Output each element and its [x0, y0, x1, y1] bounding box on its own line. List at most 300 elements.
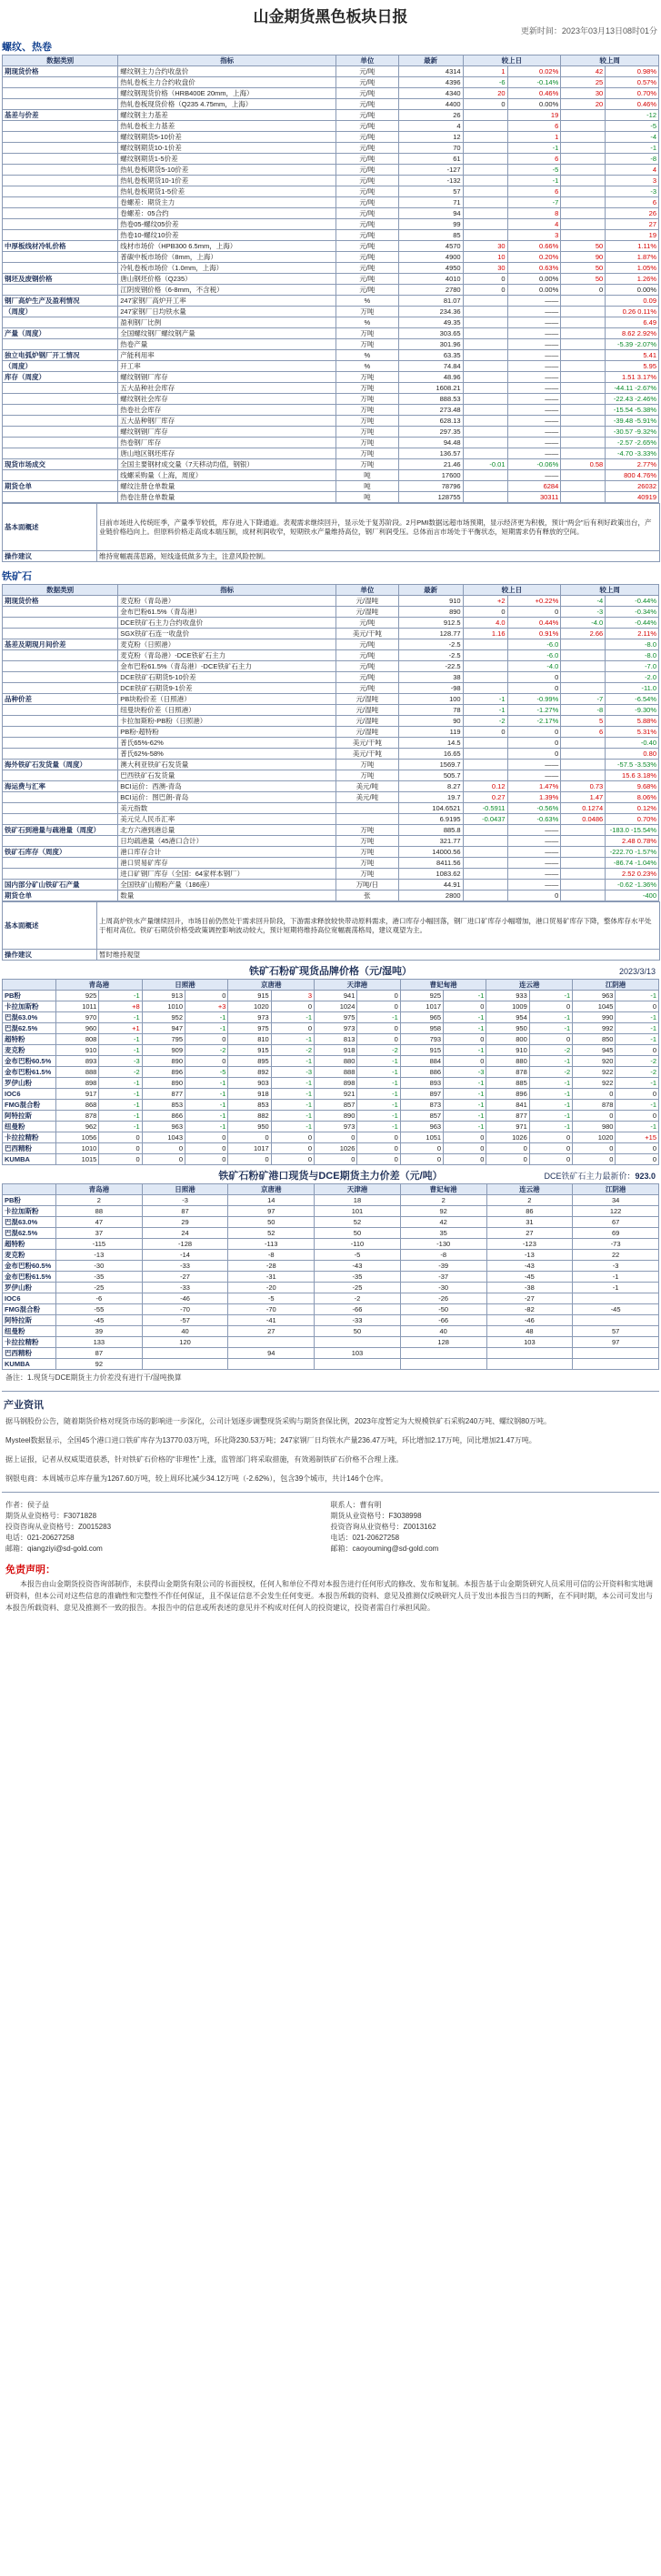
steel-row	[3, 328, 659, 339]
dce-cell: -115	[56, 1239, 143, 1250]
dce-header-row	[3, 1184, 659, 1195]
ore-cell: 海运费与汇率	[3, 781, 118, 792]
dce-cell: -20	[228, 1283, 315, 1293]
industry-paragraph: 据上证报，记者从权威渠道获悉，针对铁矿石价格的“非理性”上涨，监管部门将采取措施，有效遏制铁矿石价格不合理上涨。	[5, 1455, 404, 1464]
brand-cell: 0	[444, 1143, 486, 1154]
brand-cell: -1	[99, 991, 142, 1001]
brand-cell: 1017	[228, 1143, 271, 1154]
steel-cell	[463, 350, 507, 361]
dce-cell: 18	[315, 1195, 401, 1206]
ore-cell: ——	[507, 825, 561, 836]
steel-cell: 3	[606, 176, 659, 186]
dce-cell: 37	[56, 1228, 143, 1239]
brand-cell: 890	[142, 1078, 185, 1089]
steel-row	[3, 438, 659, 448]
ore-cell: 0	[507, 683, 561, 694]
brand-cell: -1	[444, 1100, 486, 1111]
brand-cell: 1010	[142, 1001, 185, 1012]
ore-cell: -2.5	[398, 639, 463, 650]
steel-cell: 元/吨	[336, 176, 399, 186]
dce-cell: -70	[142, 1304, 228, 1315]
brand-cell: 877	[486, 1111, 529, 1122]
ore-notes	[2, 901, 660, 961]
dce-cell: 87	[56, 1348, 143, 1359]
dce-cell: -43	[486, 1261, 573, 1272]
steel-cell: 1	[463, 66, 507, 77]
brand-cell: -2	[616, 1067, 659, 1078]
divider	[2, 1492, 659, 1493]
steel-cell: 71	[398, 197, 463, 208]
steel-cell: 期货仓单	[3, 481, 118, 492]
ore-cell: 万吨	[336, 847, 399, 858]
brand-cell: 963	[400, 1122, 443, 1132]
ore-cell	[3, 661, 118, 672]
steel-cell: 0.02%	[507, 66, 561, 77]
ore-col-header: 数据类别	[3, 585, 118, 596]
ore-cell: ——	[507, 836, 561, 847]
ore-cell	[3, 836, 118, 847]
steel-cell	[463, 394, 507, 405]
dce-cell: 金布巴粉60.5%	[3, 1261, 56, 1272]
dce-cell: 128	[400, 1337, 486, 1348]
steel-row	[3, 77, 659, 88]
steel-cell: 0	[463, 285, 507, 296]
brand-cell: 金布巴粉60.5%	[3, 1056, 56, 1067]
brand-cell: 0	[315, 1154, 357, 1165]
brand-cell: -1	[271, 1089, 314, 1100]
brand-cell: 895	[228, 1056, 271, 1067]
brand-cell: 841	[486, 1100, 529, 1111]
ore-cell	[463, 825, 507, 836]
ore-cell: -4	[561, 596, 606, 607]
steel-cell	[3, 176, 118, 186]
steel-cell: ——	[507, 361, 561, 372]
steel-cell: -1	[606, 143, 659, 154]
steel-cell	[463, 317, 507, 328]
brand-cell: 973	[315, 1023, 357, 1034]
brand-cell: 857	[315, 1100, 357, 1111]
dce-port-header: 天津港	[315, 1184, 401, 1195]
brand-row	[3, 1001, 659, 1012]
ore-cell: 2.11%	[606, 629, 659, 639]
ore-cell: 澳大利亚铁矿石发货量	[118, 760, 336, 770]
ore-col-header: 较上周	[561, 585, 659, 596]
steel-cell: 8.62 2.92%	[606, 328, 659, 339]
ore-cell: 万吨	[336, 825, 399, 836]
dce-port-header: 江阴港	[573, 1184, 659, 1195]
steel-cell: 元/吨	[336, 77, 399, 88]
steel-row	[3, 219, 659, 230]
steel-row	[3, 99, 659, 110]
ore-cell: 国内部分矿山铁矿石产量	[3, 880, 118, 891]
ore-cell: 0.91%	[507, 629, 561, 639]
dce-cell: 47	[56, 1217, 143, 1228]
ore-cell: 万吨	[336, 770, 399, 781]
steel-basic-text: 目前市场进入传统旺季，产量季节较低，库存进入下降通道。表观需求继续回升，显示处于复苏阶段。2月PMI数据远超市场预期，显示经济更为积极，预计“两会”后有利好政策出台，产业链价格趋向上。但原料价格走高成本端压制，成材利润收窄，短期铁水产量维持高位，钢厂利润受压。总体而言市场处于平衡状态，短期需求仍有释放的空间。	[97, 504, 660, 551]
ore-cell	[561, 650, 606, 661]
ore-cell: +2	[463, 596, 507, 607]
brand-cell: 纽曼粉	[3, 1122, 56, 1132]
brand-cell: 896	[486, 1089, 529, 1100]
dce-cell: -25	[56, 1283, 143, 1293]
ore-cell: 美元/干吨	[336, 749, 399, 760]
ore-cell: 0	[507, 749, 561, 760]
steel-cell: 基差与价差	[3, 110, 118, 121]
dce-cell: -33	[142, 1261, 228, 1272]
ore-cell: 1.47	[561, 792, 606, 803]
brand-port-header: 连云港	[486, 980, 573, 991]
ore-cell: 元/吨	[336, 618, 399, 629]
brand-cell: 933	[486, 991, 529, 1001]
steel-cell	[463, 405, 507, 416]
ore-cell	[463, 880, 507, 891]
steel-row	[3, 263, 659, 274]
ore-cell	[3, 814, 118, 825]
brand-cell: 0	[357, 1023, 400, 1034]
brand-cell: 0	[185, 1154, 228, 1165]
brand-cell: -2	[185, 1045, 228, 1056]
brand-cell: -1	[185, 1023, 228, 1034]
ore-cell: 5	[561, 716, 606, 727]
ore-cell: 910	[398, 596, 463, 607]
steel-cell: 螺纹钢期货10-1价差	[118, 143, 336, 154]
steel-cell: 12	[398, 132, 463, 143]
steel-cell: 26	[398, 110, 463, 121]
brand-row	[3, 1100, 659, 1111]
steel-cell: 888.53	[398, 394, 463, 405]
steel-row	[3, 186, 659, 197]
ore-cell: 铁矿石到港量与疏港量（周度）	[3, 825, 118, 836]
brand-cell: -1	[99, 1034, 142, 1045]
steel-row	[3, 481, 659, 492]
steel-cell: 94	[398, 208, 463, 219]
brand-cell: 922	[573, 1067, 616, 1078]
brand-corner	[3, 980, 56, 991]
ore-cell: ——	[507, 847, 561, 858]
steel-row	[3, 197, 659, 208]
steel-cell: 热卷产量	[118, 339, 336, 350]
steel-cell: 元/吨	[336, 143, 399, 154]
brand-cell: 0	[357, 1154, 400, 1165]
steel-cell: 1608.21	[398, 383, 463, 394]
brand-cell: 795	[142, 1034, 185, 1045]
ore-cell: 119	[398, 727, 463, 738]
ore-row	[3, 858, 659, 869]
steel-cell: -44.11 -2.67%	[606, 383, 659, 394]
ore-cell: 麦克粉（日照港）	[118, 639, 336, 650]
dce-row	[3, 1326, 659, 1337]
steel-cell: 0.57%	[606, 77, 659, 88]
steel-cell: 0	[463, 99, 507, 110]
steel-cell	[561, 481, 606, 492]
steel-cell: 26032	[606, 481, 659, 492]
dce-cell: -113	[228, 1239, 315, 1250]
dce-cell: -45	[573, 1304, 659, 1315]
steel-cell: -0.01	[463, 459, 507, 470]
steel-cell: 0.70%	[606, 88, 659, 99]
dce-cell: 97	[573, 1337, 659, 1348]
steel-cell: 螺纹钢主力合约收盘价	[118, 66, 336, 77]
dce-cell: -30	[56, 1261, 143, 1272]
brand-cell: 阿特拉斯	[3, 1111, 56, 1122]
brand-row	[3, 1056, 659, 1067]
brand-row	[3, 991, 659, 1001]
dce-cell	[486, 1348, 573, 1359]
dce-cell	[400, 1359, 486, 1370]
steel-cell	[463, 448, 507, 459]
dce-row	[3, 1283, 659, 1293]
dce-cell: 94	[228, 1348, 315, 1359]
ore-cell: 38	[398, 672, 463, 683]
dce-corner	[3, 1184, 56, 1195]
steel-cell: 6	[507, 121, 561, 132]
ore-cell: 0.12%	[606, 803, 659, 814]
brand-row	[3, 1143, 659, 1154]
dce-cell: 35	[400, 1228, 486, 1239]
ore-cell: 元/湿吨	[336, 694, 399, 705]
steel-cell: 0	[463, 274, 507, 285]
ore-cell: 麦克粉（青岛港）	[118, 596, 336, 607]
dce-cell: -28	[228, 1261, 315, 1272]
dce-cell: -6	[56, 1293, 143, 1304]
steel-cell: 螺纹钢钢厂库存	[118, 427, 336, 438]
steel-cell: 17600	[398, 470, 463, 481]
steel-body	[3, 66, 659, 503]
ore-cell	[561, 847, 606, 858]
brand-cell: 0	[444, 1034, 486, 1045]
brand-cell: 918	[315, 1045, 357, 1056]
brand-cell: 962	[56, 1122, 99, 1132]
ore-cell	[3, 803, 118, 814]
steel-cell	[463, 121, 507, 132]
steel-cell: 元/吨	[336, 241, 399, 252]
steel-cell: 30	[561, 88, 606, 99]
steel-row	[3, 296, 659, 307]
brand-cell: 0	[529, 1001, 572, 1012]
brand-cell: 866	[142, 1111, 185, 1122]
steel-cell: 4396	[398, 77, 463, 88]
steel-cell: ——	[507, 372, 561, 383]
dce-cell: 40	[142, 1326, 228, 1337]
author-line: 投资咨询从业资格号：Z0015283	[5, 1523, 112, 1531]
ore-cell: 美元/吨	[336, 781, 399, 792]
ore-cell: 金布巴粉61.5%（青岛港）	[118, 607, 336, 618]
brand-cell: 1043	[142, 1132, 185, 1143]
brand-cell: -1	[616, 1078, 659, 1089]
steel-cell: -132	[398, 176, 463, 186]
brand-cell: 810	[228, 1034, 271, 1045]
ore-row	[3, 781, 659, 792]
steel-cell: 4400	[398, 99, 463, 110]
brand-cell: 921	[315, 1089, 357, 1100]
steel-cell	[3, 186, 118, 197]
brand-cell: 952	[142, 1012, 185, 1023]
ore-cell: 纽曼块粉价差（日照港）	[118, 705, 336, 716]
ore-row	[3, 770, 659, 781]
brand-cell: 卡拉拉精粉	[3, 1132, 56, 1143]
ore-cell: -2.17%	[507, 716, 561, 727]
steel-cell: 234.36	[398, 307, 463, 317]
dce-cell: -3	[142, 1195, 228, 1206]
brand-cell: 915	[228, 991, 271, 1001]
dce-cell: 金布巴粉61.5%	[3, 1272, 56, 1283]
brand-row	[3, 1045, 659, 1056]
brand-cell: 971	[486, 1122, 529, 1132]
author-line: 电话：021-20627258	[330, 1534, 400, 1542]
brand-cell: 910	[56, 1045, 99, 1056]
brand-row	[3, 1023, 659, 1034]
steel-cell	[463, 492, 507, 503]
ore-cell: DCE铁矿石期货9-1价差	[118, 683, 336, 694]
steel-col-header: 指标	[118, 55, 336, 66]
dce-main-value: 923.0	[635, 1172, 656, 1181]
dce-cell: 巴混62.5%	[3, 1228, 56, 1239]
brand-cell: -1	[444, 1122, 486, 1132]
dce-cell: -14	[142, 1250, 228, 1261]
dce-cell	[573, 1348, 659, 1359]
brand-cell: 0	[357, 1143, 400, 1154]
steel-cell	[463, 328, 507, 339]
ore-cell: 90	[398, 716, 463, 727]
steel-cell: 1.11%	[606, 241, 659, 252]
steel-row	[3, 230, 659, 241]
ore-cell: 海外铁矿石发货量（周度）	[3, 760, 118, 770]
ore-cell: 卡拉加斯粉-PB粉（日照港）	[118, 716, 336, 727]
steel-cell	[463, 427, 507, 438]
steel-cell: -6	[463, 77, 507, 88]
steel-cell	[561, 416, 606, 427]
brand-cell: -1	[271, 1078, 314, 1089]
steel-cell	[3, 132, 118, 143]
brand-cell: 903	[228, 1078, 271, 1089]
dce-cell: -46	[486, 1315, 573, 1326]
dce-cell: -130	[400, 1239, 486, 1250]
ore-cell	[3, 770, 118, 781]
brand-cell: 0	[185, 991, 228, 1001]
ore-cell: 19.7	[398, 792, 463, 803]
ore-row	[3, 694, 659, 705]
ore-cell: 普氏62%-58%	[118, 749, 336, 760]
steel-cell	[561, 208, 606, 219]
brand-cell: 975	[228, 1023, 271, 1034]
dce-cell: 2	[486, 1195, 573, 1206]
steel-cell: 4	[606, 165, 659, 176]
steel-cell: 五大品种钢厂库存	[118, 416, 336, 427]
ore-cell	[463, 661, 507, 672]
brand-cell: 877	[142, 1089, 185, 1100]
ore-cell	[463, 672, 507, 683]
ore-cell: 0.12	[463, 781, 507, 792]
ore-cell: 基差及期现月间价差	[3, 639, 118, 650]
brand-cell: 0	[616, 1111, 659, 1122]
ore-cell: 16.65	[398, 749, 463, 760]
ore-cell: 0.27	[463, 792, 507, 803]
brand-cell: 918	[228, 1089, 271, 1100]
dce-cell: 22	[573, 1250, 659, 1261]
steel-cell: 产能利用率	[118, 350, 336, 361]
dce-cell: 120	[142, 1337, 228, 1348]
ore-row	[3, 629, 659, 639]
steel-cell	[463, 361, 507, 372]
dce-cell: -55	[56, 1304, 143, 1315]
brand-cell: 963	[573, 991, 616, 1001]
steel-cell	[561, 110, 606, 121]
steel-cell: 万吨	[336, 339, 399, 350]
steel-cell: 钢厂高炉生产及盈利情况	[3, 296, 118, 307]
brand-cell: 巴混63.0%	[3, 1012, 56, 1023]
brand-row	[3, 1034, 659, 1045]
brand-cell: 922	[573, 1078, 616, 1089]
steel-cell: 0.98%	[606, 66, 659, 77]
steel-cell: 螺纹钢期货5-10价差	[118, 132, 336, 143]
steel-cell: ——	[507, 470, 561, 481]
ore-cell	[561, 891, 606, 901]
report-header	[0, 0, 661, 36]
brand-date: 2023/3/13	[618, 967, 656, 976]
steel-cell: 期现货价格	[3, 66, 118, 77]
steel-cell: 20	[561, 99, 606, 110]
dce-port-header: 连云港	[486, 1184, 573, 1195]
steel-cell: -15.54 -5.38%	[606, 405, 659, 416]
steel-cell: 0.26 0.11%	[606, 307, 659, 317]
brand-cell: 0	[529, 1143, 572, 1154]
brand-cell: 0	[357, 991, 400, 1001]
brand-cell: 0	[444, 1154, 486, 1165]
dce-cell: 52	[228, 1228, 315, 1239]
steel-cell: 50	[561, 241, 606, 252]
brand-cell: -1	[444, 1012, 486, 1023]
steel-row	[3, 285, 659, 296]
steel-cell: 6	[507, 186, 561, 197]
brand-cell: 941	[315, 991, 357, 1001]
disclaimer-text: 本报告由山金期货投资咨询部制作，未获得山金期货有限公司的书面授权，任何人和单位不得对本报告进行任何形式的修改、发布和复制。本报告基于山金期货研究人员采用可信的公开资料和实地调研资料，但本公司对这些信息的准确性和完整性不作任何保证，且不保证信息不会发生任何变更。本报告所载的资料、意见及推测仅反映研究人员于发出本报告当日的判断，在不同时期，本公司可发出与本报告所载资料、意见及推测不一致的报告。本报告中的信息或所表述的意见并不构成对任何人的投资建议，投资者需自行承担风险。	[5, 1580, 653, 1612]
dce-cell: 86	[486, 1206, 573, 1217]
brand-cell: 925	[400, 991, 443, 1001]
steel-cell: 线螺采购量（上海，周度）	[118, 470, 336, 481]
brand-cell: 0	[616, 1045, 659, 1056]
dce-row	[3, 1315, 659, 1326]
steel-cell: -30.57 -9.32%	[606, 427, 659, 438]
brand-cell: -1	[529, 1111, 572, 1122]
dce-cell: -66	[315, 1304, 401, 1315]
brand-cell: -1	[444, 991, 486, 1001]
steel-cell	[561, 383, 606, 394]
steel-cell	[3, 394, 118, 405]
brand-cell: 0	[99, 1143, 142, 1154]
brand-cell: 917	[56, 1089, 99, 1100]
brand-cell: -1	[357, 1078, 400, 1089]
brand-cell: 992	[573, 1023, 616, 1034]
dce-cell: 14	[228, 1195, 315, 1206]
ore-row	[3, 847, 659, 858]
brand-cell: 897	[400, 1089, 443, 1100]
brand-title-bar	[0, 964, 661, 979]
steel-cell: 产量（周度）	[3, 328, 118, 339]
ore-cell: BCI运价：图巴朗-青岛	[118, 792, 336, 803]
ore-cell: -11.0	[606, 683, 659, 694]
steel-cell: 0.46%	[507, 88, 561, 99]
steel-cell: 99	[398, 219, 463, 230]
steel-row	[3, 274, 659, 285]
steel-cell: 49.35	[398, 317, 463, 328]
ore-cell: 元/吨	[336, 639, 399, 650]
ore-cell	[3, 683, 118, 694]
brand-row	[3, 1012, 659, 1023]
steel-cell: 库存（周度）	[3, 372, 118, 383]
steel-cell: 万吨	[336, 459, 399, 470]
brand-cell: -1	[444, 1045, 486, 1056]
ore-cell	[463, 683, 507, 694]
